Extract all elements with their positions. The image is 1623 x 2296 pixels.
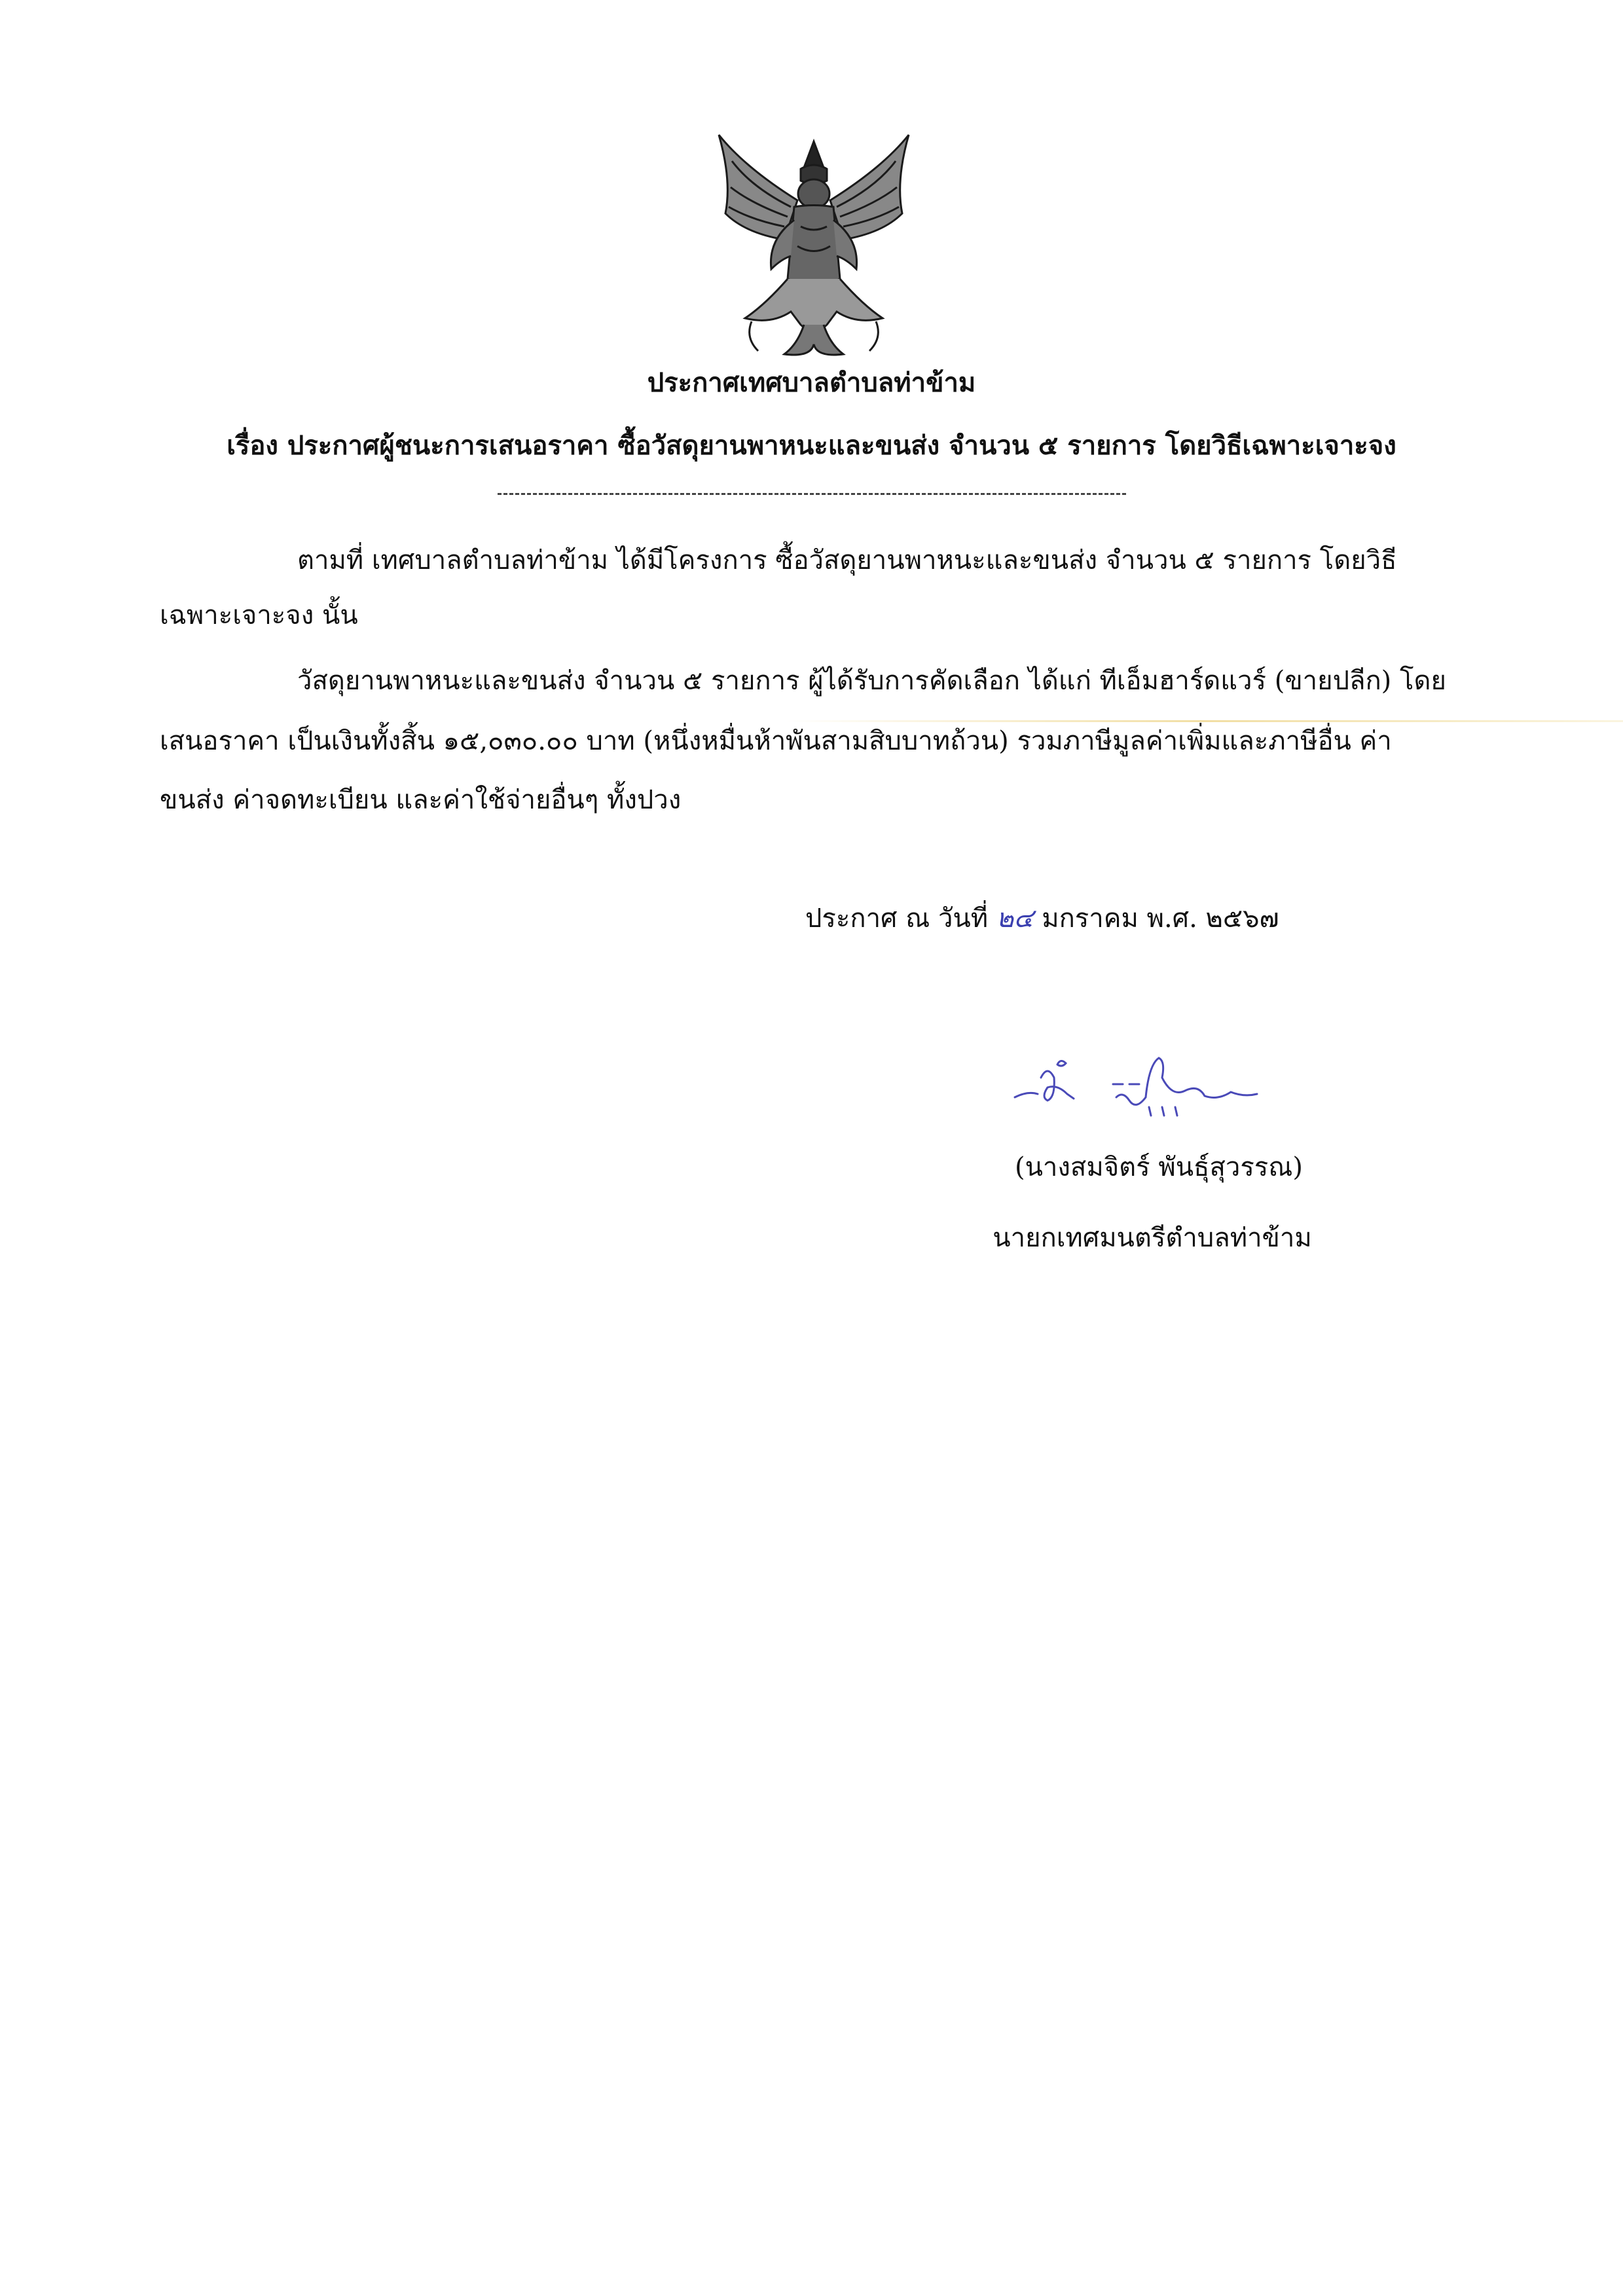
date-month-year: มกราคม พ.ศ. ๒๕๖๗ — [1042, 903, 1279, 934]
dashed-separator — [498, 493, 1126, 495]
body-paragraph-1-line-2: เฉพาะเจาะจง นั้น — [160, 600, 358, 630]
date-day-handwritten: ๒๔ — [996, 903, 1034, 934]
handwritten-signature — [1008, 1038, 1270, 1130]
body-paragraph-2-line-2: เสนอราคา เป็นเงินทั้งสิ้น ๑๕,๐๓๐.๐๐ บาท (หนึ่งหมื่นห้าพันสามสิบบาทถ้วน) รวมภาษีมูลค่าเพิ่มและภาษีอื่น ค่า — [160, 726, 1392, 756]
body-paragraph-2-line-1: วัสดุยานพาหนะและขนส่ง จำนวน ๕ รายการ ผู้ได้รับการคัดเลือก ได้แก่ ทีเอ็มฮาร์ดแวร์ (ขายปลีก) โดย — [297, 666, 1446, 696]
signer-title: นายกเทศมนตรีตำบลท่าข้าม — [993, 1223, 1312, 1253]
signer-name: (นางสมจิตร์ พันธุ์สุวรรณ) — [1014, 1152, 1304, 1182]
body-paragraph-2-line-3: ขนส่ง ค่าจดทะเบียน และค่าใช้จ่ายอื่นๆ ทั้งปวง — [160, 785, 682, 815]
document-subject: เรื่อง ประกาศผู้ชนะการเสนอราคา ซื้อวัสดุยานพาหนะและขนส่ง จำนวน ๕ รายการ โดยวิธีเฉพาะเจาะจง — [227, 430, 1396, 461]
document-heading: ประกาศเทศบาลตำบลท่าข้าม — [647, 367, 976, 398]
garuda-emblem-icon — [706, 128, 922, 364]
date-prefix: ประกาศ ณ วันที่ — [805, 903, 989, 934]
announcement-date — [805, 897, 1279, 939]
body-paragraph-1-line-1: ตามที่ เทศบาลตำบลท่าข้าม ได้มีโครงการ ซื้อวัสดุยานพาหนะและขนส่ง จำนวน ๕ รายการ โดยวิธี — [297, 545, 1397, 575]
